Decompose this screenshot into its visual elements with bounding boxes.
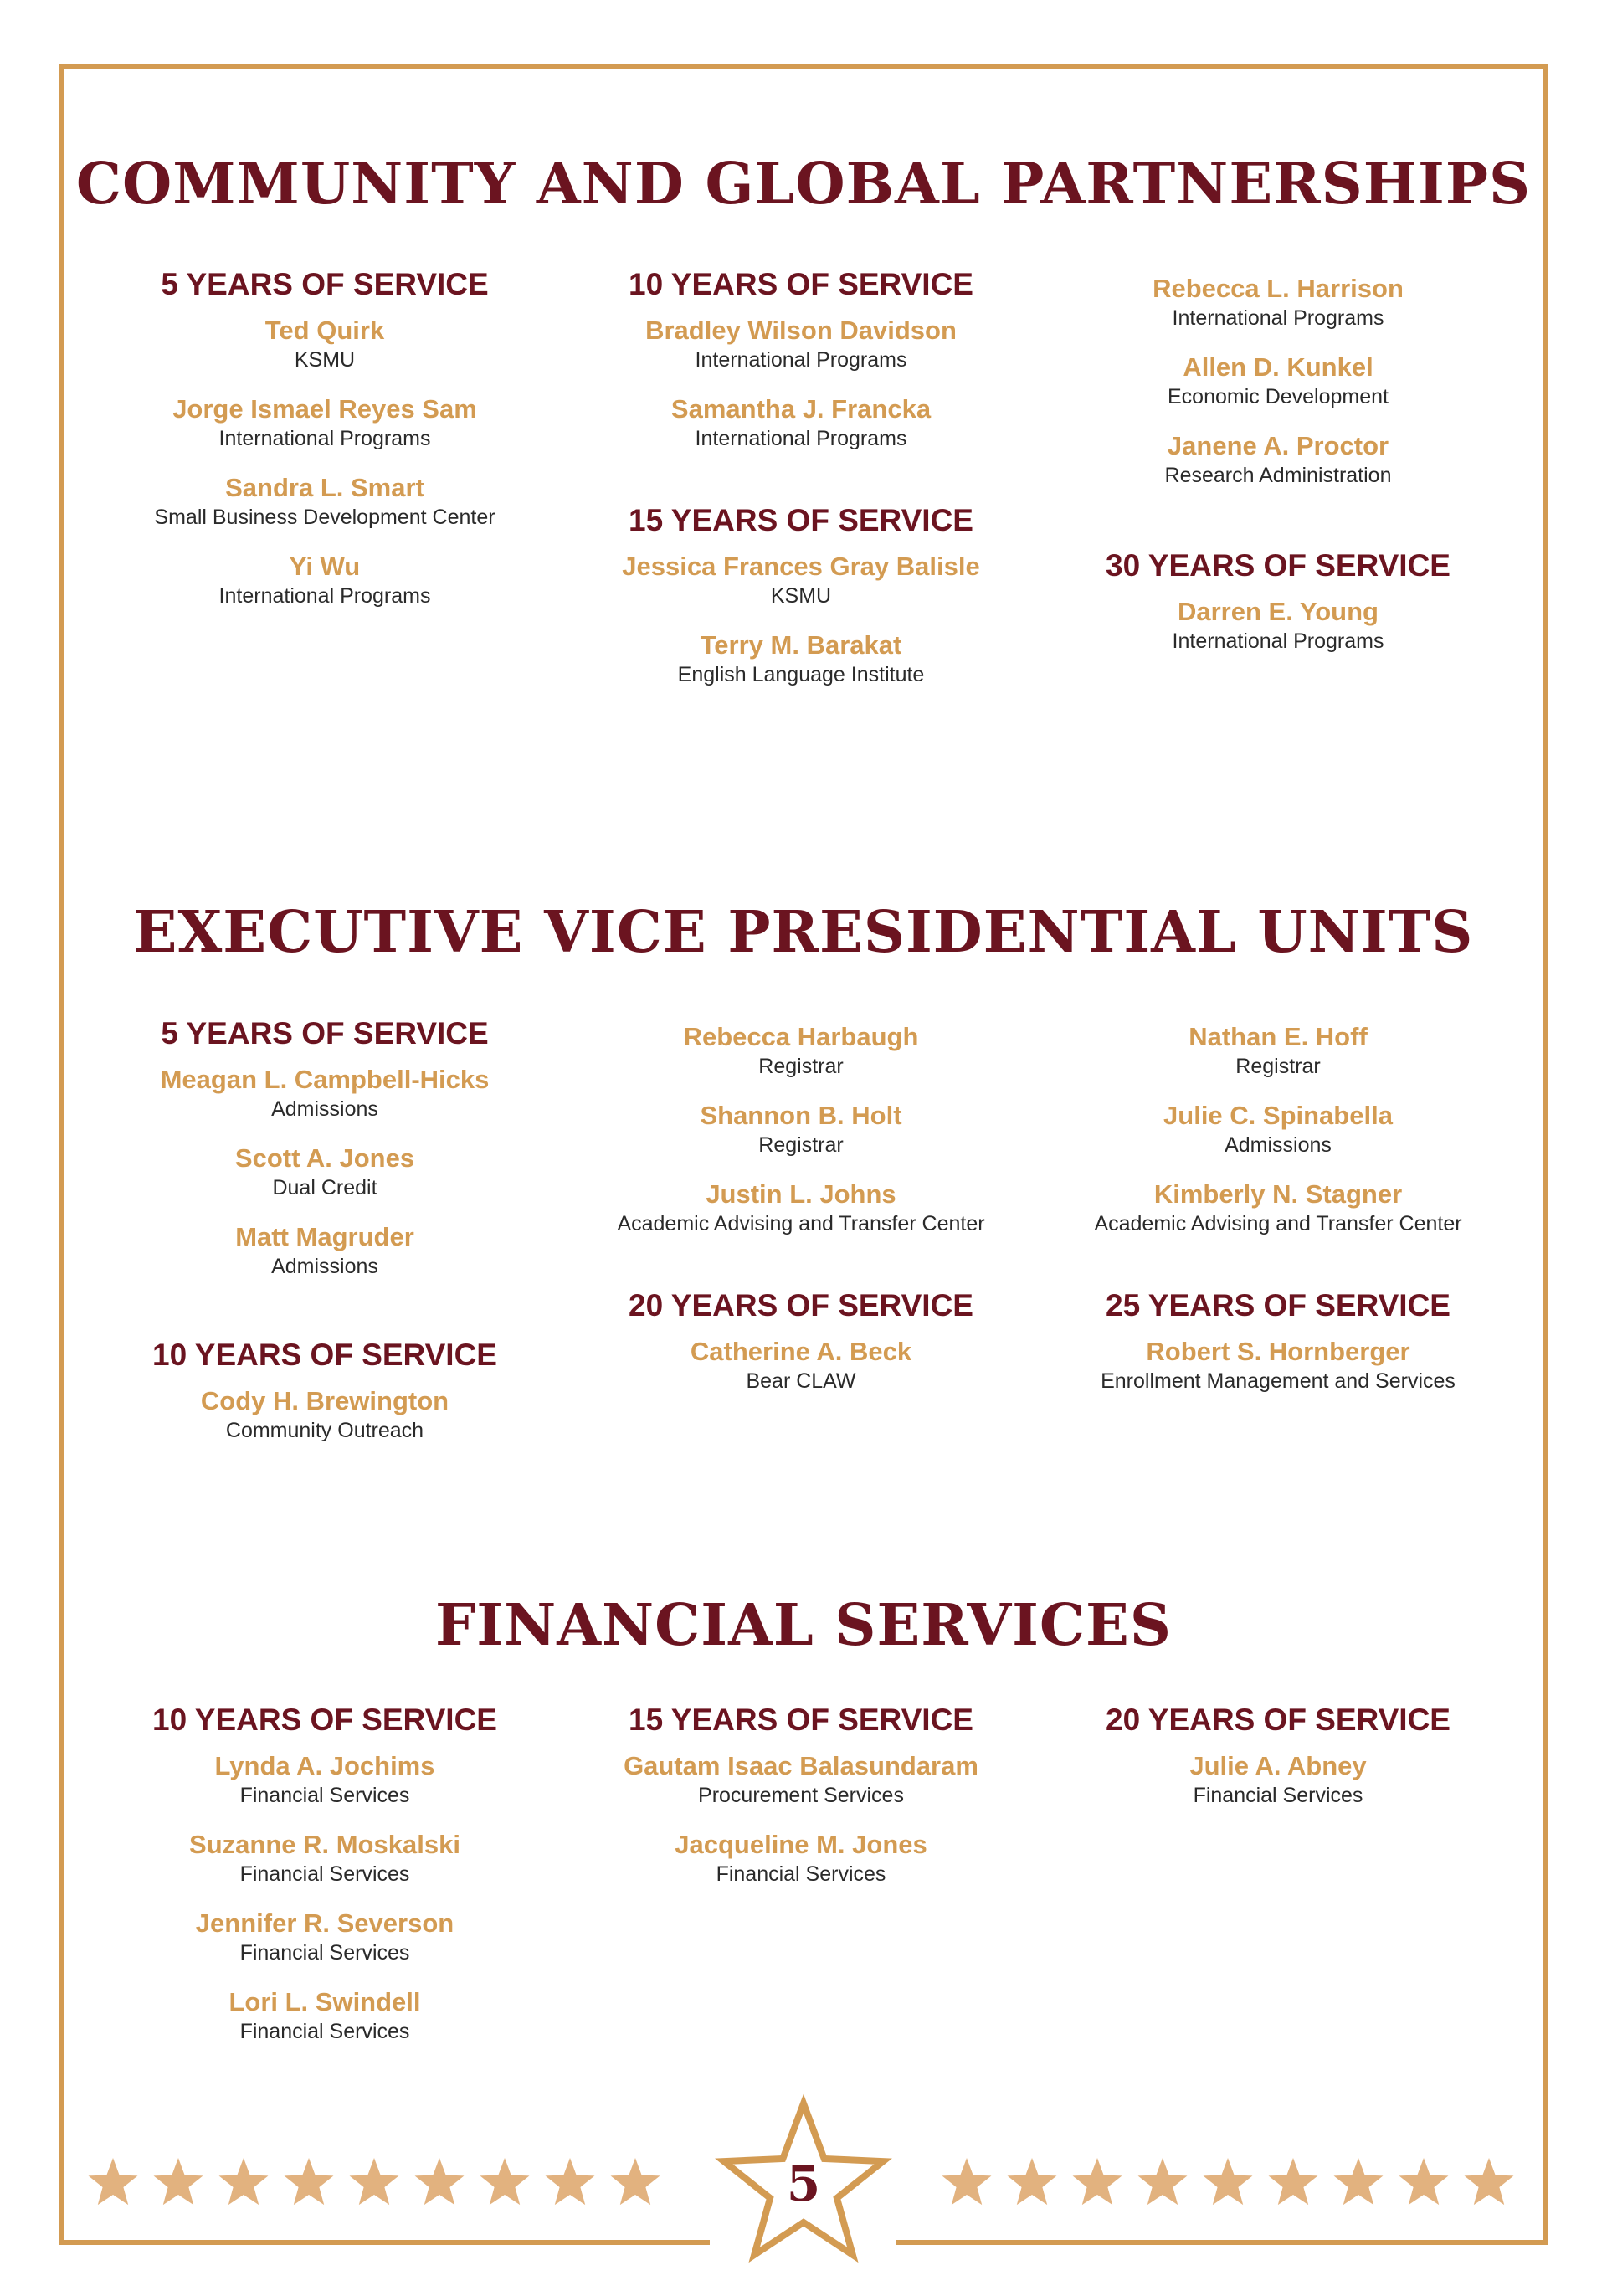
person-department: Enrollment Management and Services xyxy=(1101,1369,1456,1393)
service-group xyxy=(90,1337,559,1444)
service-group xyxy=(1044,1287,1512,1395)
person-department: KSMU xyxy=(294,348,356,372)
person-entry xyxy=(1044,1336,1512,1395)
person-department: International Programs xyxy=(695,427,907,450)
star-icon xyxy=(1073,2158,1122,2205)
person-name: Janene A. Proctor xyxy=(1167,431,1389,460)
person-name: Julie A. Abney xyxy=(1189,1751,1367,1780)
person-department: Bear CLAW xyxy=(746,1369,856,1393)
person-department: International Programs xyxy=(218,427,431,450)
star-icon xyxy=(285,2158,334,2205)
person-name: Julie C. Spinabella xyxy=(1163,1101,1393,1130)
person-entry xyxy=(90,1750,559,1809)
frame-left-border xyxy=(59,64,64,2245)
person-entry xyxy=(90,1221,559,1280)
section-title-community: COMMUNITY AND GLOBAL PARTNERSHIPS xyxy=(75,151,1532,218)
person-department: Academic Advising and Transfer Center xyxy=(617,1212,985,1235)
star-icon xyxy=(350,2158,399,2205)
person-entry xyxy=(90,1829,559,1888)
years-heading: 15 YEARS OF SERVICE xyxy=(629,1703,973,1737)
person-entry xyxy=(90,1908,559,1966)
frame-top-border xyxy=(59,64,1548,69)
col-executive-2 xyxy=(567,1021,1035,1415)
person-name: Sandra L. Smart xyxy=(225,473,424,502)
person-entry xyxy=(1044,1750,1512,1809)
person-name: Justin L. Johns xyxy=(706,1179,896,1209)
years-heading: 10 YEARS OF SERVICE xyxy=(152,1338,497,1372)
person-name: Matt Magruder xyxy=(235,1222,414,1251)
person-entry xyxy=(1044,352,1512,410)
page-number: 5 xyxy=(786,2155,821,2212)
person-name: Scott A. Jones xyxy=(234,1143,415,1173)
service-group xyxy=(1044,1021,1512,1237)
person-department: Small Business Development Center xyxy=(154,506,495,529)
person-entry xyxy=(567,629,1035,688)
service-group xyxy=(1044,1702,1512,1809)
person-department: Admissions xyxy=(1225,1133,1332,1157)
person-name: Lori L. Swindell xyxy=(228,1987,421,2016)
person-department: International Programs xyxy=(1172,306,1384,330)
frame-right-border xyxy=(1543,64,1548,2245)
person-name: Lynda A. Jochims xyxy=(214,1751,435,1780)
person-name: Rebecca Harbaugh xyxy=(683,1022,919,1051)
person-name: Nathan E. Hoff xyxy=(1189,1022,1368,1051)
person-department: Registrar xyxy=(1235,1055,1321,1078)
years-heading: 25 YEARS OF SERVICE xyxy=(1106,1288,1450,1323)
star-icon xyxy=(415,2158,465,2205)
person-department: Admissions xyxy=(271,1097,378,1121)
person-department: Financial Services xyxy=(716,1862,886,1886)
star-icon xyxy=(1399,2158,1449,2205)
service-group xyxy=(90,1015,559,1280)
person-entry xyxy=(567,393,1035,452)
person-name: Jennifer R. Severson xyxy=(195,1908,454,1938)
star-icon xyxy=(1269,2158,1318,2205)
star-row-right xyxy=(942,2152,1527,2211)
person-department: Academic Advising and Transfer Center xyxy=(1094,1212,1462,1235)
person-name: Gautam Isaac Balasundaram xyxy=(624,1751,978,1780)
service-group xyxy=(1044,273,1512,489)
star-icon xyxy=(89,2158,138,2205)
star-icon xyxy=(1138,2158,1188,2205)
person-department: Procurement Services xyxy=(698,1784,904,1807)
section-title-financial: FINANCIAL SERVICES xyxy=(435,1592,1172,1659)
person-entry xyxy=(1044,596,1512,655)
col-executive-1 xyxy=(90,1015,559,1464)
person-entry xyxy=(90,1385,559,1444)
person-department: Admissions xyxy=(271,1255,378,1278)
service-group xyxy=(90,266,559,609)
person-entry xyxy=(1044,273,1512,331)
person-name: Robert S. Hornberger xyxy=(1146,1337,1410,1366)
person-department: Dual Credit xyxy=(272,1176,377,1199)
frame-bottom-right-border xyxy=(896,2240,1548,2245)
person-entry xyxy=(90,315,559,373)
years-heading: 30 YEARS OF SERVICE xyxy=(1106,548,1450,583)
person-name: Meagan L. Campbell-Hicks xyxy=(160,1065,490,1094)
service-group xyxy=(1044,547,1512,655)
years-heading: 5 YEARS OF SERVICE xyxy=(161,267,489,301)
person-department: International Programs xyxy=(218,584,431,608)
star-icon xyxy=(1465,2158,1514,2205)
person-name: Catherine A. Beck xyxy=(690,1337,912,1366)
person-name: Suzanne R. Moskalski xyxy=(189,1830,460,1859)
person-entry xyxy=(90,1143,559,1201)
person-name: Samantha J. Francka xyxy=(670,394,932,424)
star-icon xyxy=(942,2158,992,2205)
person-department: Registrar xyxy=(758,1055,844,1078)
col-community-3 xyxy=(1044,273,1512,675)
years-heading: 5 YEARS OF SERVICE xyxy=(161,1016,489,1050)
star-icon xyxy=(1008,2158,1057,2205)
person-department: Financial Services xyxy=(1193,1784,1363,1807)
person-department: Financial Services xyxy=(239,1862,410,1886)
person-entry xyxy=(567,1021,1035,1080)
years-heading: 20 YEARS OF SERVICE xyxy=(629,1288,973,1323)
person-department: Financial Services xyxy=(239,1784,410,1807)
person-department: Financial Services xyxy=(239,2020,410,2043)
person-department: International Programs xyxy=(695,348,907,372)
person-name: Cody H. Brewington xyxy=(200,1386,449,1415)
col-executive-3 xyxy=(1044,1021,1512,1415)
person-entry xyxy=(90,1064,559,1122)
person-department: Community Outreach xyxy=(225,1419,424,1442)
years-heading: 20 YEARS OF SERVICE xyxy=(1106,1703,1450,1737)
col-financial-2 xyxy=(567,1702,1035,1908)
frame-bottom-left-border xyxy=(59,2240,710,2245)
star-icon xyxy=(611,2158,660,2205)
person-entry xyxy=(90,551,559,609)
service-group xyxy=(567,1021,1035,1237)
person-name: Darren E. Young xyxy=(1177,597,1379,626)
person-name: Allen D. Kunkel xyxy=(1183,352,1373,382)
star-icon-row xyxy=(942,2152,1527,2211)
years-heading: 15 YEARS OF SERVICE xyxy=(629,503,973,537)
person-entry xyxy=(1044,1179,1512,1237)
service-group xyxy=(567,266,1035,452)
person-department: Research Administration xyxy=(1164,464,1392,487)
person-department: KSMU xyxy=(770,584,832,608)
person-entry xyxy=(567,551,1035,609)
service-group xyxy=(567,1702,1035,1888)
person-entry xyxy=(567,1750,1035,1809)
person-entry xyxy=(90,1986,559,2045)
person-entry xyxy=(567,1100,1035,1158)
years-heading: 10 YEARS OF SERVICE xyxy=(152,1703,497,1737)
person-name: Jorge Ismael Reyes Sam xyxy=(172,394,477,424)
person-name: Rebecca L. Harrison xyxy=(1153,274,1404,303)
person-name: Kimberly N. Stagner xyxy=(1153,1179,1403,1209)
person-entry xyxy=(1044,1021,1512,1080)
person-entry xyxy=(567,1829,1035,1888)
person-name: Shannon B. Holt xyxy=(700,1101,902,1130)
service-group xyxy=(567,1287,1035,1395)
person-entry xyxy=(567,1179,1035,1237)
section-title-executive: EXECUTIVE VICE PRESIDENTIAL UNITS xyxy=(133,899,1474,966)
service-group xyxy=(90,1702,559,2045)
person-name: Yi Wu xyxy=(289,552,361,581)
col-community-2 xyxy=(567,266,1035,708)
person-name: Ted Quirk xyxy=(264,316,385,345)
star-icon xyxy=(1334,2158,1384,2205)
person-entry xyxy=(567,1336,1035,1395)
service-group xyxy=(567,502,1035,688)
person-entry xyxy=(1044,1100,1512,1158)
star-icon xyxy=(219,2158,269,2205)
person-department: English Language Institute xyxy=(677,663,925,686)
person-entry xyxy=(90,472,559,531)
person-entry xyxy=(567,315,1035,373)
col-financial-3 xyxy=(1044,1702,1512,1829)
person-department: Registrar xyxy=(758,1133,844,1157)
person-name: Terry M. Barakat xyxy=(700,630,902,660)
person-name: Jacqueline M. Jones xyxy=(675,1830,927,1859)
star-icon xyxy=(1204,2158,1253,2205)
person-department: Financial Services xyxy=(239,1941,410,1965)
star-icon-row xyxy=(88,2152,674,2211)
col-community-1 xyxy=(90,266,559,629)
person-entry xyxy=(1044,430,1512,489)
person-department: Economic Development xyxy=(1167,385,1389,408)
col-financial-1 xyxy=(90,1702,559,2065)
star-icon xyxy=(154,2158,203,2205)
person-department: International Programs xyxy=(1172,629,1384,653)
years-heading: 10 YEARS OF SERVICE xyxy=(629,267,973,301)
star-icon xyxy=(546,2158,595,2205)
person-name: Bradley Wilson Davidson xyxy=(645,316,957,345)
star-row-left xyxy=(88,2152,674,2211)
person-name: Jessica Frances Gray Balisle xyxy=(622,552,980,581)
star-icon xyxy=(480,2158,530,2205)
person-entry xyxy=(90,393,559,452)
